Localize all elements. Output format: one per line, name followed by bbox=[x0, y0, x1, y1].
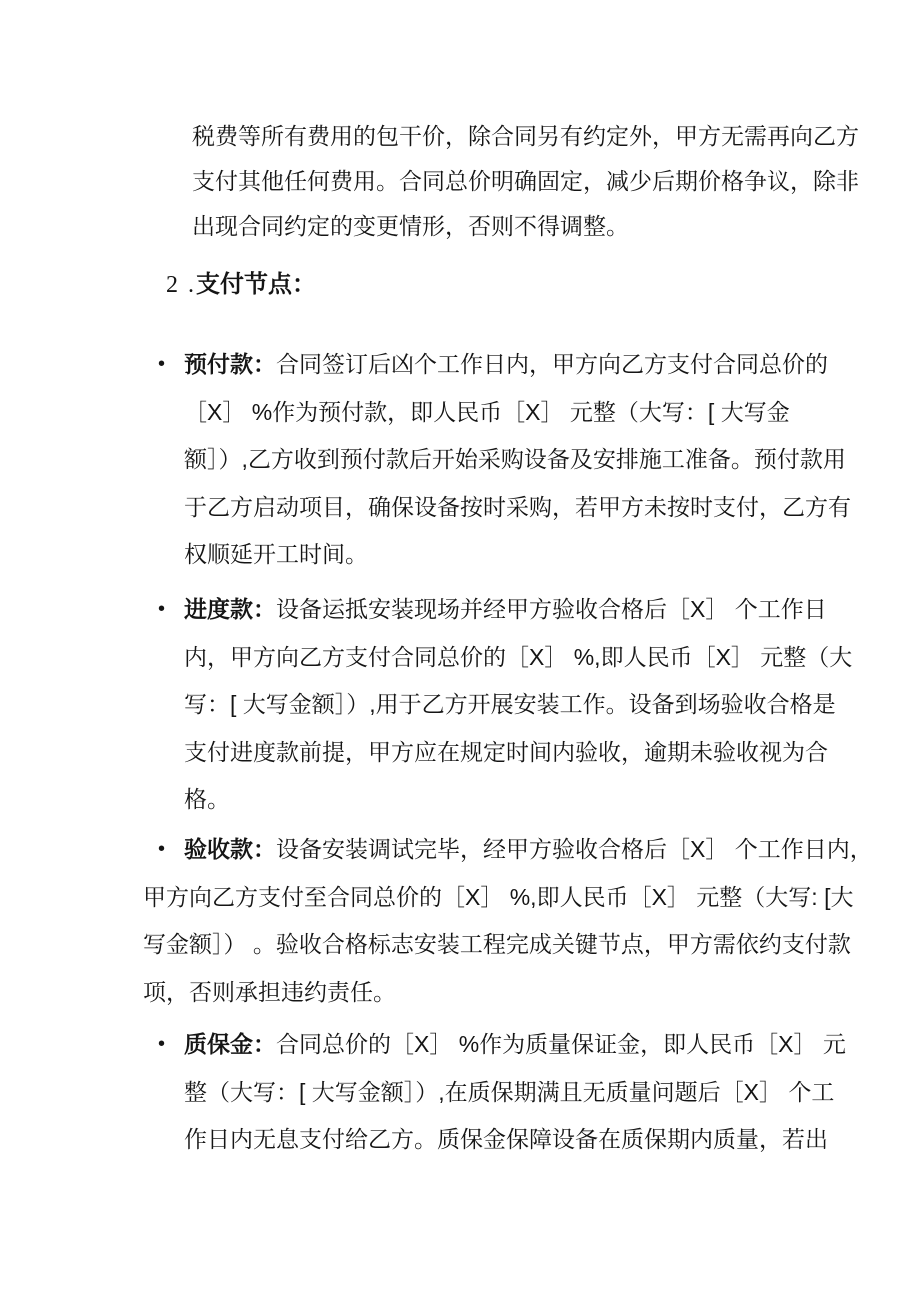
bullet-item-quality-deposit bbox=[158, 1021, 846, 1164]
section-title: 支付节点： bbox=[196, 271, 316, 298]
bullet-content bbox=[143, 826, 873, 1016]
bullet-text: 设备安装调试完毕，经甲方验收合格后［X］ 个工作日内， bbox=[276, 836, 873, 862]
bullet-marker-icon: • bbox=[158, 838, 166, 860]
bullet-text: 合同总价的［X］ %作为质量保证金，即人民币［X］ 元 bbox=[276, 1031, 846, 1057]
bullet-line bbox=[184, 1021, 846, 1069]
bullet-content bbox=[184, 341, 851, 579]
bullet-line: 甲方向乙方支付至合同总价的［X］ %,即人民币［X］ 元整（大写: [大 bbox=[143, 883, 854, 910]
paragraph-line: 税费等所有费用的包干价，除合同另有约定外，甲方无需再向乙方 bbox=[192, 123, 859, 149]
bullet-item-acceptance-payment bbox=[143, 826, 873, 1016]
paragraph-line: 支付其他任何费用。合同总价明确固定，减少后期价格争议，除非 bbox=[192, 168, 859, 194]
bullet-line: 于乙方启动项目，确保设备按时采购，若甲方未按时支付，乙方有 bbox=[184, 493, 851, 520]
bullet-line: 支付进度款前提，甲方应在规定时间内验收，逾期未验收视为合 bbox=[184, 738, 828, 765]
paragraph-line: 出现合同约定的变更情形，否则不得调整。 bbox=[192, 213, 629, 239]
bullet-text: 合同签订后凶个工作日内，甲方向乙方支付合同总价的 bbox=[276, 351, 828, 377]
bullet-line bbox=[184, 826, 873, 874]
bullet-line: 权顺延开工时间。 bbox=[184, 541, 368, 567]
bullet-line bbox=[184, 586, 852, 634]
intro-paragraph bbox=[192, 114, 859, 249]
bullet-marker-icon: • bbox=[158, 1033, 166, 1055]
bullet-line: 内，甲方向乙方支付合同总价的［X］ %,即人民币［X］ 元整（大 bbox=[184, 643, 853, 670]
bullet-line: 写金额］） 。验收合格标志安装工程完成关键节点，甲方需依约支付款 bbox=[143, 931, 851, 957]
section-heading bbox=[166, 262, 316, 307]
bullet-content bbox=[184, 1021, 846, 1164]
bullet-text: 设备运抵安装现场并经甲方验收合格后［X］ 个工作日 bbox=[276, 596, 827, 622]
bullet-line: 写：[ 大写金额］）,用于乙方开展安装工作。设备到场验收合格是 bbox=[184, 691, 836, 717]
bullet-item-progress-payment bbox=[158, 586, 852, 824]
bullet-label: 质保金： bbox=[184, 1031, 276, 1057]
bullet-item-advance-payment bbox=[158, 341, 851, 579]
bullet-label: 验收款： bbox=[184, 836, 276, 862]
bullet-line: 额］）,乙方收到预付款后开始采购设备及安排施工准备。预付款用 bbox=[184, 446, 846, 472]
bullet-line: 整（大写：[ 大写金额］）,在质保期满且无质量问题后［X］ 个工 bbox=[184, 1078, 835, 1105]
bullet-label: 进度款： bbox=[184, 596, 276, 622]
bullet-line bbox=[184, 341, 851, 389]
bullet-line: 格。 bbox=[184, 786, 230, 812]
bullet-content bbox=[184, 586, 852, 824]
section-number: 2 . bbox=[166, 272, 196, 298]
bullet-line: ［X］ %作为预付款，即人民币［X］ 元整（大写：[ 大写金 bbox=[184, 398, 790, 425]
bullet-marker-icon: • bbox=[158, 598, 166, 620]
bullet-marker-icon: • bbox=[158, 353, 166, 375]
bullet-line: 作日内无息支付给乙方。质保金保障设备在质保期内质量，若出 bbox=[184, 1126, 828, 1152]
bullet-line: 项，否则承担违约责任。 bbox=[143, 978, 396, 1005]
bullet-label: 预付款： bbox=[184, 351, 276, 377]
